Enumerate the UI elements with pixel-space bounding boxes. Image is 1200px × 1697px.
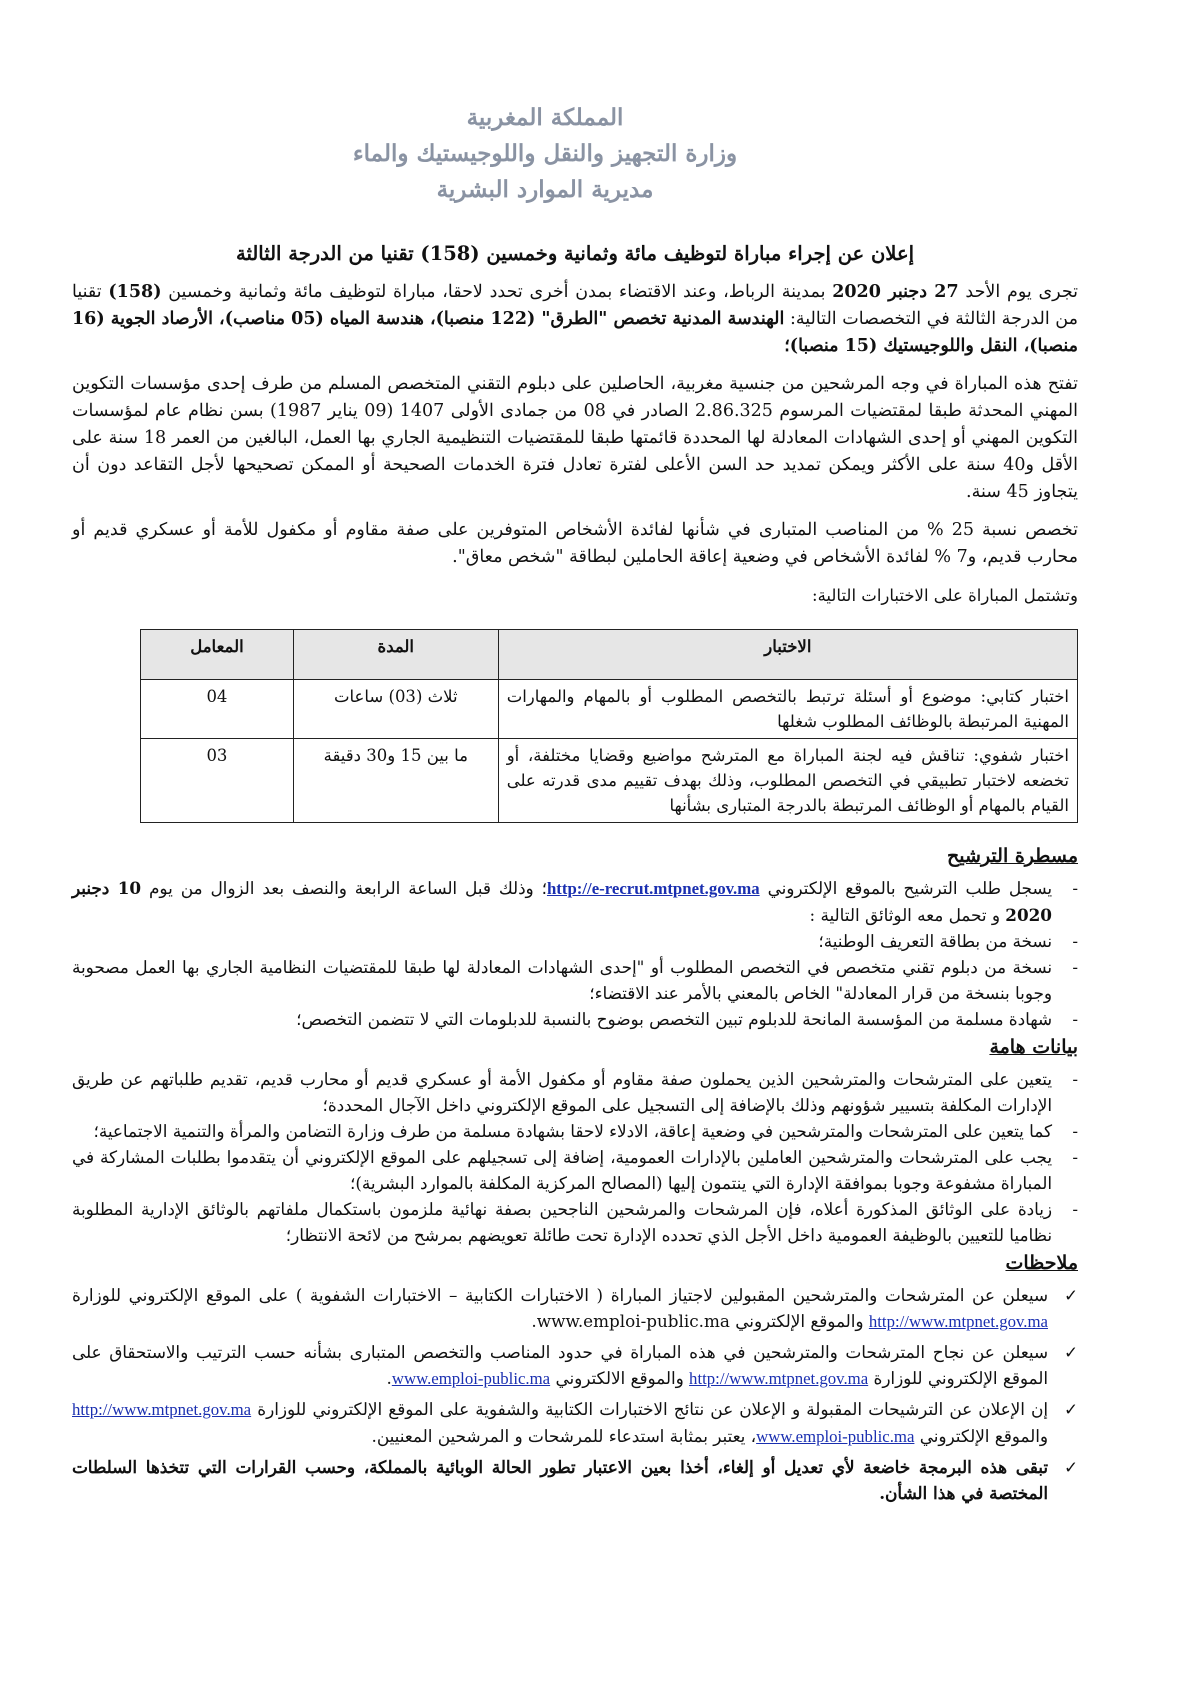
header-duration: المدة	[293, 630, 498, 680]
header-coefficient: المعامل	[141, 630, 294, 680]
announcement-title: إعلان عن إجراء مباراة لتوظيف مائة وثمانية وخمسين (158) تقنيا من الدرجة الثالثة	[235, 242, 914, 265]
list-item	[72, 1396, 1078, 1450]
test-coefficient: 04	[141, 680, 294, 739]
list-item	[72, 875, 1078, 928]
emploi-public-site: www.emploi-public.ma	[536, 1311, 730, 1331]
mtpnet-link[interactable]: http://www.mtpnet.gov.ma	[72, 1400, 252, 1419]
dash-bullet: -	[1072, 1147, 1078, 1167]
important-item: يجب على المترشحات والمترشحين العاملين بالإدارات العمومية، إضافة إلى تسجيلهم على الموقع الإلكتروني أن يتقدموا بطلبات المشاركة في المباراة مشفوعة وجوبا بموافقة الإدارة التي ينتمون إليها (المصالح المركزية المكلفة بالموارد البشرية)؛	[72, 1147, 1052, 1193]
app-text-b: ؛ وذلك قبل الساعة الرابعة والنصف بعد الزوال من يوم	[141, 878, 547, 898]
application-heading: مسطرة الترشيح	[947, 845, 1078, 867]
app-text-c: و تحمل معه الوثائق التالية :	[809, 905, 1006, 925]
dash-bullet: -	[1072, 1121, 1078, 1141]
notes-list	[72, 1282, 1078, 1506]
deadline-date: 10 دجنبر 2020	[72, 878, 1052, 925]
exam-date: 27 دجنبر 2020	[832, 282, 959, 302]
list-item	[72, 1339, 1078, 1392]
note1-text-a: سيعلن عن المترشحات والمترشحين المقبولين لاجتياز المباراة ( الاختبارات الكتابية – الاختبارات الشفوية ) على الموقع الإلكتروني للوزارة	[72, 1285, 1048, 1305]
important-item: يتعين على المترشحات والمترشحين الذين يحملون صفة مقاوم أو مكفول الأمة أو عسكري قديم أو محارب قديم، تقديم طلباتهم عن طريق الإدارات المكلفة بتسيير شؤونهم وذلك بالإضافة إلى التسجيل على الموقع الإلكتروني داخل الآجال المحددة؛	[72, 1069, 1052, 1115]
list-item	[72, 1454, 1078, 1506]
directorate-name: مديرية الموارد البشرية	[436, 176, 654, 203]
check-icon: ✓	[1063, 1285, 1078, 1305]
dash-bullet: -	[1072, 1199, 1078, 1219]
ministry-name: وزارة التجهيز والنقل واللوجيستيك والماء	[352, 140, 738, 167]
test-duration: ثلاث (03) ساعات	[293, 680, 498, 739]
mtpnet-link[interactable]: http://www.mtpnet.gov.ma	[689, 1369, 869, 1388]
eligibility-paragraph: تفتح هذه المباراة في وجه المرشحين من جنسية مغربية، الحاصلين على دبلوم التقني المتخصص المسلم من طرف إحدى مؤسسات التكوين المهني المحدثة طبقا لمقتضيات المرسوم 2.86.325 الصادر في 08 من جمادى الأولى 1407 (09 يناير 1987) بسن نظام عام لمؤسسات التكوين المهني أو إحدى الشهادات المعادلة لها المحددة قائمتها طبقا للمقتضيات التنظيمية الجاري بها العمل، البالغين من العمر 18 سنة على الأقل و40 سنة على الأكثر ويمكن تمديد حد السن الأعلى لفترة تعادل فترة الخدمات الصحيحة أو الممكن تصحيحها لأجل التقاعد دون أن يتجاوز 45 سنة.	[72, 374, 1078, 502]
note2-text-b: والموقع الالكتروني	[550, 1368, 690, 1388]
dash-bullet: -	[1072, 1069, 1078, 1089]
list-item	[72, 1144, 1078, 1196]
important-heading: بيانات هامة	[989, 1036, 1078, 1058]
positions-count: (158)	[108, 282, 162, 302]
note3-text-c: ، يعتبر بمثابة استدعاء للمرشحات و المرشحين المعنيين.	[371, 1426, 757, 1446]
table-row	[141, 680, 1078, 739]
quota-paragraph: تخصص نسبة 25 % من المناصب المتبارى في شأنها لفائدة الأشخاص المتوفرين على صفة مقاوم أو مكفول للأمة أو عسكري قديم أو محارب قديم، و7 % لفائدة الأشخاص في وضعية إعاقة الحاملين لبطاقة "شخص معاق".	[72, 520, 1078, 567]
specialties-list: الهندسة المدنية تخصص "الطرق" (122 منصبا)، هندسة المياه (05 مناصب)، الأرصاد الجوية (16 منصبا)، النقل واللوجيستيك (15 منصبا)؛	[72, 309, 1078, 356]
notes-heading: ملاحظات	[1005, 1252, 1078, 1274]
important-list	[72, 1066, 1078, 1248]
test-description: اختبار كتابي: موضوع أو أسئلة ترتبط بالتخصص المطلوب أو بالمهام والمهارات المهنية المرتبطة بالوظائف المطلوب شغلها	[498, 680, 1077, 739]
test-coefficient: 03	[141, 739, 294, 823]
note2-text-a: سيعلن عن نجاح المترشحات والمترشحين في هذه المباراة في حدود المناصب والتخصص المتبارى بشأنه حسب الترتيب والاستحقاق على الموقع الإلكتروني للوزارة	[72, 1342, 1048, 1388]
note3-text-a: إن الإعلان عن الترشيحات المقبولة و الإعلان عن نتائج الاختبارات الكتابية والشفوية على الموقع الإلكتروني للوزارة	[251, 1399, 1048, 1419]
dash-bullet: -	[1072, 1009, 1078, 1029]
e-recrut-link[interactable]: http://e-recrut.mtpnet.gov.ma	[546, 879, 760, 898]
list-item	[72, 1196, 1078, 1248]
check-icon: ✓	[1063, 1457, 1078, 1477]
table-row	[141, 739, 1078, 823]
check-icon: ✓	[1063, 1399, 1078, 1419]
important-item: كما يتعين على المترشحات والمترشحين في وضعية إعاقة، الادلاء لاحقا بشهادة مسلمة من طرف وزارة التضامن والمرأة والتنمية الاجتماعية؛	[93, 1121, 1052, 1141]
p1-text-a: تجرى يوم الأحد	[958, 282, 1078, 302]
dash-bullet: -	[1072, 878, 1078, 898]
emploi-public-link[interactable]: www.emploi-public.ma	[391, 1369, 551, 1388]
doc-diploma: نسخة من دبلوم تقني متخصص في التخصص المطلوب أو "إحدى الشهادات المعادلة لها طبقا للمقتضيات النظامية الجاري بها العمل مصحوبة وجوبا بنسخة من قرار المعادلة" الخاص بالمعني بالأمر عند الاقتضاء؛	[72, 957, 1052, 1003]
list-item	[72, 1282, 1078, 1335]
list-item	[72, 1006, 1078, 1032]
test-duration: ما بين 15 و30 دقيقة	[293, 739, 498, 823]
check-icon: ✓	[1063, 1342, 1078, 1362]
tests-intro: وتشتمل المباراة على الاختبارات التالية:	[812, 586, 1078, 605]
mtpnet-link[interactable]: http://www.mtpnet.gov.ma	[868, 1312, 1048, 1331]
app-text-a: يسجل طلب الترشيح بالموقع الإلكتروني	[759, 878, 1053, 898]
letterhead	[72, 100, 1018, 208]
note1-text-b: والموقع الإلكتروني	[729, 1311, 869, 1331]
application-list	[72, 875, 1078, 1032]
doc-certificate: شهادة مسلمة من المؤسسة المانحة للدبلوم تبين التخصص بوضوح بالنسبة للدبلومات التي لا تتضمن التخصص؛	[296, 1009, 1052, 1029]
kingdom-name: المملكة المغربية	[466, 104, 624, 131]
note1-text-c: .	[531, 1311, 537, 1331]
table-header-row	[141, 630, 1078, 680]
covid-disclaimer: تبقى هذه البرمجة خاضعة لأي تعديل أو إلغاء، أخذا بعين الاعتبار تطور الحالة الوبائية بالمملكة، وحسب القرارات التي تتخذها السلطات المختصة في هذا الشأن.	[72, 1457, 1048, 1503]
emploi-public-link[interactable]: www.emploi-public.ma	[756, 1427, 915, 1446]
dash-bullet: -	[1072, 957, 1078, 977]
list-item	[72, 1118, 1078, 1144]
dash-bullet: -	[1072, 931, 1078, 951]
important-item: زيادة على الوثائق المذكورة أعلاه، فإن المرشحات والمرشحين الناجحين بصفة نهائية ملزمون باستكمال ملفاتهم بالوثائق الإدارية المطلوبة نظاميا للتعيين بالوظيفة العمومية داخل الأجل الذي تحدده الإدارة تحت طائلة تعويضهم بمرشح من لائحة الانتظار؛	[72, 1199, 1052, 1245]
tests-table	[140, 629, 1078, 823]
test-description: اختبار شفوي: تناقش فيه لجنة المباراة مع المترشح مواضيع وقضايا مختلفة، أو تخضعه لاختبار تطبيقي في التخصص المطلوب، وذلك بهدف تقييم مدى قدرته على القيام بالمهام أو الوظائف المرتبطة بالدرجة المتبارى بشأنها	[498, 739, 1077, 823]
p1-text-c: تقنيا من الدرجة الثالثة في التخصصات التالية:	[72, 282, 1078, 329]
doc-id-card: نسخة من بطاقة التعريف الوطنية؛	[818, 931, 1052, 951]
list-item	[72, 954, 1078, 1006]
p1-text-b: بمدينة الرباط، وعند الاقتضاء بمدن أخرى تحدد لاحقا، مباراة لتوظيف مائة وثمانية وخمسين	[161, 282, 833, 302]
note2-text-c: .	[386, 1368, 392, 1388]
note3-text-b: والموقع الإلكتروني	[914, 1426, 1048, 1446]
list-item	[72, 1066, 1078, 1118]
list-item	[72, 928, 1078, 954]
header-test: الاختبار	[498, 630, 1077, 680]
intro-paragraph	[72, 279, 1078, 360]
